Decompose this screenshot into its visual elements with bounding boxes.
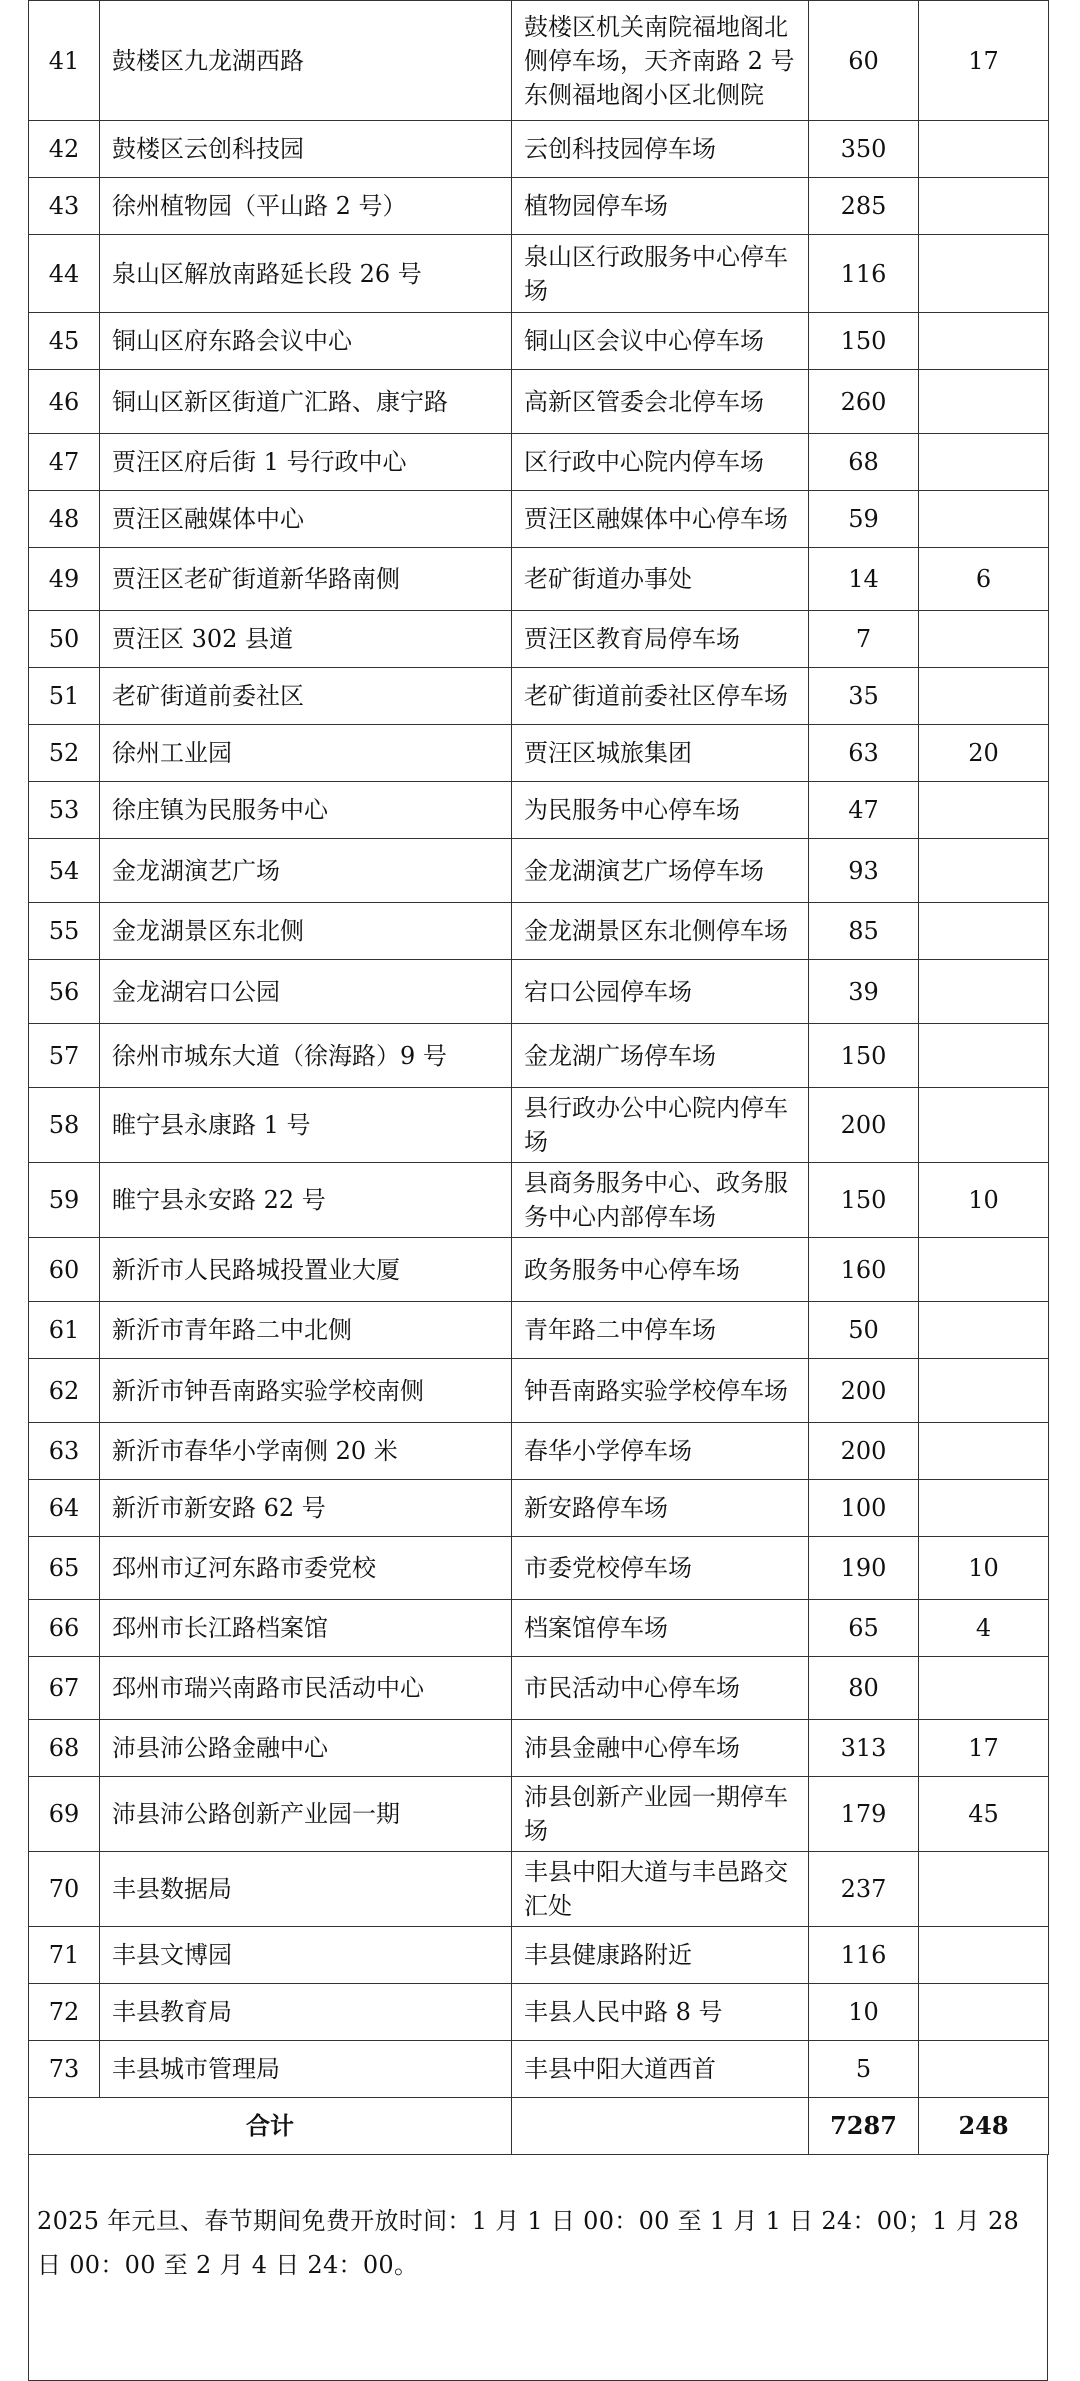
parking-lot-cell: 金龙湖演艺广场停车场 (512, 839, 809, 903)
row-number: 46 (29, 370, 100, 434)
spaces-cell: 5 (809, 2041, 919, 2098)
row-number: 43 (29, 178, 100, 235)
row-number: 67 (29, 1657, 100, 1720)
total-charging: 248 (919, 2098, 1049, 2155)
table-row (29, 1657, 1049, 1720)
parking-lot-cell: 政务服务中心停车场 (512, 1238, 809, 1302)
table-row (29, 1163, 1049, 1238)
table-row (29, 960, 1049, 1024)
row-number: 63 (29, 1423, 100, 1480)
table-row (29, 1600, 1049, 1657)
table-row (29, 668, 1049, 725)
row-number: 56 (29, 960, 100, 1024)
charging-cell (919, 434, 1049, 491)
table-row (29, 1480, 1049, 1537)
row-number: 51 (29, 668, 100, 725)
parking-lot-cell: 金龙湖景区东北侧停车场 (512, 903, 809, 960)
address-cell: 邳州市瑞兴南路市民活动中心 (100, 1657, 512, 1720)
row-number: 58 (29, 1088, 100, 1163)
total-spaces: 7287 (809, 2098, 919, 2155)
row-number: 60 (29, 1238, 100, 1302)
address-cell: 铜山区府东路会议中心 (100, 313, 512, 370)
parking-lot-cell: 丰县中阳大道与丰邑路交汇处 (512, 1852, 809, 1927)
table-row (29, 178, 1049, 235)
parking-lot-cell: 金龙湖广场停车场 (512, 1024, 809, 1088)
address-cell: 金龙湖宕口公园 (100, 960, 512, 1024)
parking-lot-cell: 贾汪区教育局停车场 (512, 611, 809, 668)
table-row (29, 121, 1049, 178)
charging-cell (919, 611, 1049, 668)
address-cell: 新沂市春华小学南侧 20 米 (100, 1423, 512, 1480)
table-row (29, 1359, 1049, 1423)
spaces-cell: 60 (809, 1, 919, 121)
parking-lot-cell: 青年路二中停车场 (512, 1302, 809, 1359)
table-row (29, 1, 1049, 121)
table-row (29, 1984, 1049, 2041)
table-row (29, 2041, 1049, 2098)
spaces-cell: 35 (809, 668, 919, 725)
charging-cell: 45 (919, 1777, 1049, 1852)
charging-cell (919, 1480, 1049, 1537)
table-row (29, 1777, 1049, 1852)
address-cell: 新沂市钟吾南路实验学校南侧 (100, 1359, 512, 1423)
address-cell: 丰县教育局 (100, 1984, 512, 2041)
charging-cell: 20 (919, 725, 1049, 782)
table-row (29, 611, 1049, 668)
address-cell: 金龙湖演艺广场 (100, 839, 512, 903)
charging-cell: 17 (919, 1, 1049, 121)
address-cell: 贾汪区老矿街道新华路南侧 (100, 548, 512, 611)
table-row (29, 903, 1049, 960)
spaces-cell: 160 (809, 1238, 919, 1302)
address-cell: 贾汪区府后街 1 号行政中心 (100, 434, 512, 491)
charging-cell (919, 839, 1049, 903)
spaces-cell: 93 (809, 839, 919, 903)
table-row (29, 1238, 1049, 1302)
address-cell: 丰县城市管理局 (100, 2041, 512, 2098)
address-cell: 新沂市新安路 62 号 (100, 1480, 512, 1537)
address-cell: 铜山区新区街道广汇路、康宁路 (100, 370, 512, 434)
parking-lot-cell: 春华小学停车场 (512, 1423, 809, 1480)
charging-cell (919, 1423, 1049, 1480)
spaces-cell: 14 (809, 548, 919, 611)
row-number: 49 (29, 548, 100, 611)
charging-cell: 10 (919, 1537, 1049, 1600)
row-number: 55 (29, 903, 100, 960)
row-number: 66 (29, 1600, 100, 1657)
parking-lot-cell: 沛县创新产业园一期停车场 (512, 1777, 809, 1852)
address-cell: 鼓楼区云创科技园 (100, 121, 512, 178)
row-number: 69 (29, 1777, 100, 1852)
row-number: 44 (29, 235, 100, 313)
parking-lot-cell: 新安路停车场 (512, 1480, 809, 1537)
parking-lot-cell: 为民服务中心停车场 (512, 782, 809, 839)
address-cell: 徐庄镇为民服务中心 (100, 782, 512, 839)
row-number: 57 (29, 1024, 100, 1088)
free-opening-note: 2025 年元旦、春节期间免费开放时间：1 月 1 日 00：00 至 1 月 1 日 24：00；1 月 28 日 00：00 至 2 月 4 日 24：00。 (37, 2207, 1020, 2279)
spaces-cell: 65 (809, 1600, 919, 1657)
spaces-cell: 260 (809, 370, 919, 434)
parking-lot-cell: 贾汪区城旅集团 (512, 725, 809, 782)
address-cell: 徐州市城东大道（徐海路）9 号 (100, 1024, 512, 1088)
spaces-cell: 7 (809, 611, 919, 668)
charging-cell (919, 2041, 1049, 2098)
total-empty-cell (512, 2098, 809, 2155)
table-row (29, 1302, 1049, 1359)
row-number: 62 (29, 1359, 100, 1423)
charging-cell (919, 178, 1049, 235)
charging-cell (919, 668, 1049, 725)
charging-cell (919, 121, 1049, 178)
row-number: 72 (29, 1984, 100, 2041)
row-number: 65 (29, 1537, 100, 1600)
charging-cell (919, 1657, 1049, 1720)
address-cell: 睢宁县永康路 1 号 (100, 1088, 512, 1163)
address-cell: 沛县沛公路创新产业园一期 (100, 1777, 512, 1852)
spaces-cell: 190 (809, 1537, 919, 1600)
charging-cell (919, 903, 1049, 960)
parking-lot-cell: 县行政办公中心院内停车场 (512, 1088, 809, 1163)
row-number: 61 (29, 1302, 100, 1359)
charging-cell: 17 (919, 1720, 1049, 1777)
table-row (29, 548, 1049, 611)
address-cell: 邳州市长江路档案馆 (100, 1600, 512, 1657)
row-number: 52 (29, 725, 100, 782)
parking-lot-cell: 泉山区行政服务中心停车场 (512, 235, 809, 313)
table-row (29, 1024, 1049, 1088)
spaces-cell: 200 (809, 1423, 919, 1480)
address-cell: 泉山区解放南路延长段 26 号 (100, 235, 512, 313)
table-row (29, 1423, 1049, 1480)
spaces-cell: 68 (809, 434, 919, 491)
spaces-cell: 150 (809, 1163, 919, 1238)
parking-lot-cell: 沛县金融中心停车场 (512, 1720, 809, 1777)
address-cell: 贾汪区融媒体中心 (100, 491, 512, 548)
spaces-cell: 116 (809, 235, 919, 313)
parking-lot-cell: 丰县健康路附近 (512, 1927, 809, 1984)
table-row (29, 235, 1049, 313)
parking-lot-cell: 老矿街道前委社区停车场 (512, 668, 809, 725)
parking-lot-cell: 云创科技园停车场 (512, 121, 809, 178)
row-number: 73 (29, 2041, 100, 2098)
table-row (29, 839, 1049, 903)
address-cell: 徐州植物园（平山路 2 号） (100, 178, 512, 235)
address-cell: 新沂市青年路二中北侧 (100, 1302, 512, 1359)
address-cell: 沛县沛公路金融中心 (100, 1720, 512, 1777)
address-cell: 贾汪区 302 县道 (100, 611, 512, 668)
row-number: 54 (29, 839, 100, 903)
charging-cell (919, 1024, 1049, 1088)
address-cell: 鼓楼区九龙湖西路 (100, 1, 512, 121)
total-label: 合计 (29, 2098, 512, 2155)
address-cell: 睢宁县永安路 22 号 (100, 1163, 512, 1238)
row-number: 47 (29, 434, 100, 491)
charging-cell (919, 960, 1049, 1024)
spaces-cell: 200 (809, 1359, 919, 1423)
spaces-cell: 313 (809, 1720, 919, 1777)
address-cell: 新沂市人民路城投置业大厦 (100, 1238, 512, 1302)
row-number: 53 (29, 782, 100, 839)
address-cell: 邳州市辽河东路市委党校 (100, 1537, 512, 1600)
charging-cell (919, 1984, 1049, 2041)
parking-lot-cell: 铜山区会议中心停车场 (512, 313, 809, 370)
table-row (29, 370, 1049, 434)
spaces-cell: 85 (809, 903, 919, 960)
row-number: 50 (29, 611, 100, 668)
parking-lot-cell: 丰县中阳大道西首 (512, 2041, 809, 2098)
spaces-cell: 150 (809, 1024, 919, 1088)
spaces-cell: 350 (809, 121, 919, 178)
charging-cell (919, 1238, 1049, 1302)
address-cell: 徐州工业园 (100, 725, 512, 782)
charging-cell: 10 (919, 1163, 1049, 1238)
parking-lot-cell: 县商务服务中心、政务服务中心内部停车场 (512, 1163, 809, 1238)
charging-cell (919, 313, 1049, 370)
address-cell: 老矿街道前委社区 (100, 668, 512, 725)
spaces-cell: 63 (809, 725, 919, 782)
parking-lot-cell: 档案馆停车场 (512, 1600, 809, 1657)
table-row (29, 313, 1049, 370)
spaces-cell: 39 (809, 960, 919, 1024)
spaces-cell: 285 (809, 178, 919, 235)
charging-cell (919, 235, 1049, 313)
parking-lot-cell: 贾汪区融媒体中心停车场 (512, 491, 809, 548)
row-number: 48 (29, 491, 100, 548)
spaces-cell: 59 (809, 491, 919, 548)
parking-lot-cell: 鼓楼区机关南院福地阁北侧停车场，天齐南路 2 号东侧福地阁小区北侧院 (512, 1, 809, 121)
address-cell: 丰县文博园 (100, 1927, 512, 1984)
spaces-cell: 179 (809, 1777, 919, 1852)
table-row (29, 1927, 1049, 1984)
table-row (29, 434, 1049, 491)
row-number: 59 (29, 1163, 100, 1238)
spaces-cell: 200 (809, 1088, 919, 1163)
table-row (29, 1852, 1049, 1927)
parking-lot-cell: 老矿街道办事处 (512, 548, 809, 611)
table-row (29, 725, 1049, 782)
table-row (29, 1720, 1049, 1777)
charging-cell (919, 1852, 1049, 1927)
spaces-cell: 116 (809, 1927, 919, 1984)
charging-cell: 4 (919, 1600, 1049, 1657)
address-cell: 金龙湖景区东北侧 (100, 903, 512, 960)
spaces-cell: 100 (809, 1480, 919, 1537)
spaces-cell: 80 (809, 1657, 919, 1720)
table-body (29, 1, 1049, 2098)
row-number: 41 (29, 1, 100, 121)
parking-lot-cell: 宕口公园停车场 (512, 960, 809, 1024)
charging-cell (919, 1359, 1049, 1423)
charging-cell (919, 782, 1049, 839)
row-number: 45 (29, 313, 100, 370)
table-row (29, 1088, 1049, 1163)
spaces-cell: 150 (809, 313, 919, 370)
row-number: 42 (29, 121, 100, 178)
table-row (29, 1537, 1049, 1600)
parking-lot-cell: 市委党校停车场 (512, 1537, 809, 1600)
parking-lot-cell: 区行政中心院内停车场 (512, 434, 809, 491)
parking-lot-cell: 市民活动中心停车场 (512, 1657, 809, 1720)
charging-cell (919, 370, 1049, 434)
table-row (29, 491, 1049, 548)
parking-lot-cell: 丰县人民中路 8 号 (512, 1984, 809, 2041)
parking-lot-table (28, 0, 1049, 2155)
table-row (29, 782, 1049, 839)
total-row (29, 2098, 1049, 2155)
charging-cell (919, 1927, 1049, 1984)
spaces-cell: 50 (809, 1302, 919, 1359)
row-number: 71 (29, 1927, 100, 1984)
note-box (28, 2155, 1048, 2381)
row-number: 68 (29, 1720, 100, 1777)
row-number: 64 (29, 1480, 100, 1537)
charging-cell: 6 (919, 548, 1049, 611)
parking-lot-cell: 植物园停车场 (512, 178, 809, 235)
address-cell: 丰县数据局 (100, 1852, 512, 1927)
parking-lot-cell: 高新区管委会北停车场 (512, 370, 809, 434)
spaces-cell: 47 (809, 782, 919, 839)
charging-cell (919, 1088, 1049, 1163)
charging-cell (919, 491, 1049, 548)
spaces-cell: 237 (809, 1852, 919, 1927)
spaces-cell: 10 (809, 1984, 919, 2041)
parking-lot-cell: 钟吾南路实验学校停车场 (512, 1359, 809, 1423)
parking-table-sheet (28, 0, 1048, 2381)
row-number: 70 (29, 1852, 100, 1927)
charging-cell (919, 1302, 1049, 1359)
